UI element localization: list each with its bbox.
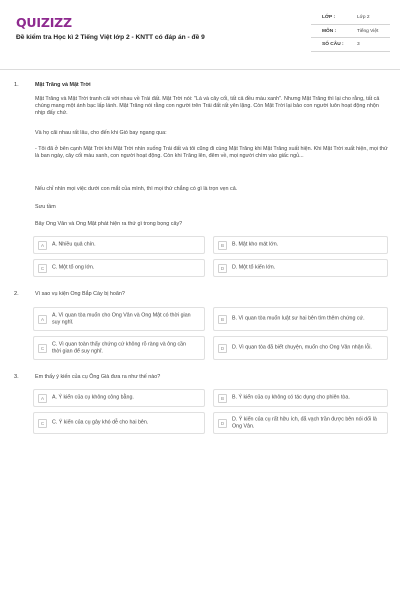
- option-letter: D: [218, 344, 227, 353]
- question-number: 2.: [14, 291, 19, 297]
- option-text: D. Ý kiến của cụ rất hữu ích, đã vạch trần được bên nói dối là Ong Vân.: [232, 416, 377, 429]
- option-letter: D: [218, 419, 227, 428]
- answer-option-b[interactable]: [213, 307, 388, 331]
- meta-value: Lớp 2: [357, 15, 370, 20]
- question-text: Em thấy ý kiến của cụ Ông Già đưa ra như thế nào?: [35, 374, 161, 380]
- question-text: Bây Ong Vân và Ong Mật phát hiện ra thứ gì trong bọng cây?: [35, 221, 183, 227]
- option-text: B. Ý kiến của cụ không có tác dụng cho phiên tòa.: [232, 394, 350, 401]
- passage-source: Sưu tầm: [35, 204, 56, 210]
- answer-option-c[interactable]: [33, 412, 205, 434]
- answer-option-a[interactable]: [33, 236, 205, 254]
- option-letter: A: [38, 394, 47, 403]
- option-letter: B: [218, 315, 227, 324]
- option-letter: C: [38, 344, 47, 353]
- question-text: Vì sao vụ kiện Ong Bắp Cày bị hoãn?: [35, 291, 125, 297]
- meta-key: MÔN :: [322, 28, 337, 34]
- quizizz-logo: QUIZIZZ: [16, 15, 72, 30]
- answer-option-c[interactable]: [33, 259, 205, 277]
- question-number: 3.: [14, 374, 19, 380]
- answer-option-b[interactable]: [213, 389, 388, 407]
- option-text: D. Một tổ kiến lớn.: [232, 264, 276, 271]
- answer-option-d[interactable]: [213, 412, 388, 434]
- option-letter: A: [38, 241, 47, 250]
- meta-value: 3: [357, 42, 360, 47]
- answer-option-a[interactable]: [33, 307, 205, 331]
- passage-paragraph: Mặt Trăng và Mặt Trời tranh cãi với nhau về Trái đất. Mặt Trời nói: "Lá và cây cối, tất cả đều màu xanh". Nhưng Mặt Trăng thì lại cho rằng, tất cả chúng mang một ánh bạc lấp lánh. Mặt Trăng nói rằng con người trên Trái đất rất yên lặng. Còn Mặt Trời lại bảo con người luôn hoạt động nhộn nhịp đấy chứ.: [35, 96, 380, 116]
- option-text: A. Vì quan tòa muốn cho Ong Vân và Ong Mật có thời gian suy nghĩ.: [52, 312, 191, 325]
- option-letter: D: [218, 264, 227, 273]
- option-letter: C: [38, 264, 47, 273]
- meta-box: [311, 11, 390, 52]
- passage-paragraph: - Tôi đã ở bên cạnh Mặt Trời khi Mặt Trời nhìn xuống Trái đất và tôi cũng đi cùng Mặt Trăng khi Mặt Trăng xuất hiện. Khi Mặt Trời xuất hiện, mọi thứ là ban ngày, cây cối màu xanh, con người hoạt động. Còn khi Trăng lên, đêm về, mọi người chìm vào giấc ngủ...: [35, 146, 388, 159]
- option-text: D. Vì quan tòa đã biết chuyện, muốn cho Ong Vân nhận lỗi.: [232, 344, 372, 351]
- meta-row-count: [311, 38, 390, 52]
- passage-paragraph: Nếu chỉ nhìn mọi việc dưới con mắt của mình, thì mọi thứ chẳng có gì là trọn vẹn cả.: [35, 186, 238, 192]
- meta-key: SỐ CÂU :: [322, 42, 344, 47]
- meta-key: LỚP :: [322, 15, 336, 20]
- passage-title: Mặt Trăng và Mặt Trời: [35, 82, 91, 88]
- option-text: C. Một tổ ong lớn.: [52, 264, 95, 271]
- passage-paragraph: Và họ cãi nhau rất lâu, cho đến khi Gió bay ngang qua:: [35, 130, 167, 136]
- question-number: 1.: [14, 82, 19, 88]
- header-divider: [0, 69, 400, 70]
- option-text: B. Mật kho mát lớn.: [232, 241, 279, 248]
- answer-option-c[interactable]: [33, 336, 205, 360]
- answer-option-a[interactable]: [33, 389, 205, 407]
- meta-row-class: [311, 11, 390, 25]
- option-letter: B: [218, 394, 227, 403]
- option-text: A. Nhiều quả chín.: [52, 241, 96, 248]
- option-text: C. Ý kiến của cụ gây khó dễ cho hai bên.: [52, 419, 149, 426]
- option-text: B. Vì quan tòa muốn luật sư hai bên tìm thêm chứng cứ.: [232, 315, 365, 322]
- option-letter: B: [218, 241, 227, 250]
- answer-option-b[interactable]: [213, 236, 388, 254]
- answer-option-d[interactable]: [213, 336, 388, 360]
- answer-option-d[interactable]: [213, 259, 388, 277]
- document-title: Đề kiểm tra Học kì 2 Tiếng Việt lớp 2 - KNTT có đáp án - đề 9: [16, 34, 205, 41]
- meta-row-subject: [311, 25, 390, 39]
- option-text: A. Ý kiến của cụ không công bằng.: [52, 394, 134, 401]
- option-letter: C: [38, 419, 47, 428]
- meta-value: Tiếng Việt: [357, 28, 379, 34]
- option-text: C. Vì quan toàn thấy chứng cứ không rõ ràng và ông cần thời gian để suy nghĩ.: [52, 341, 187, 354]
- option-letter: A: [38, 315, 47, 324]
